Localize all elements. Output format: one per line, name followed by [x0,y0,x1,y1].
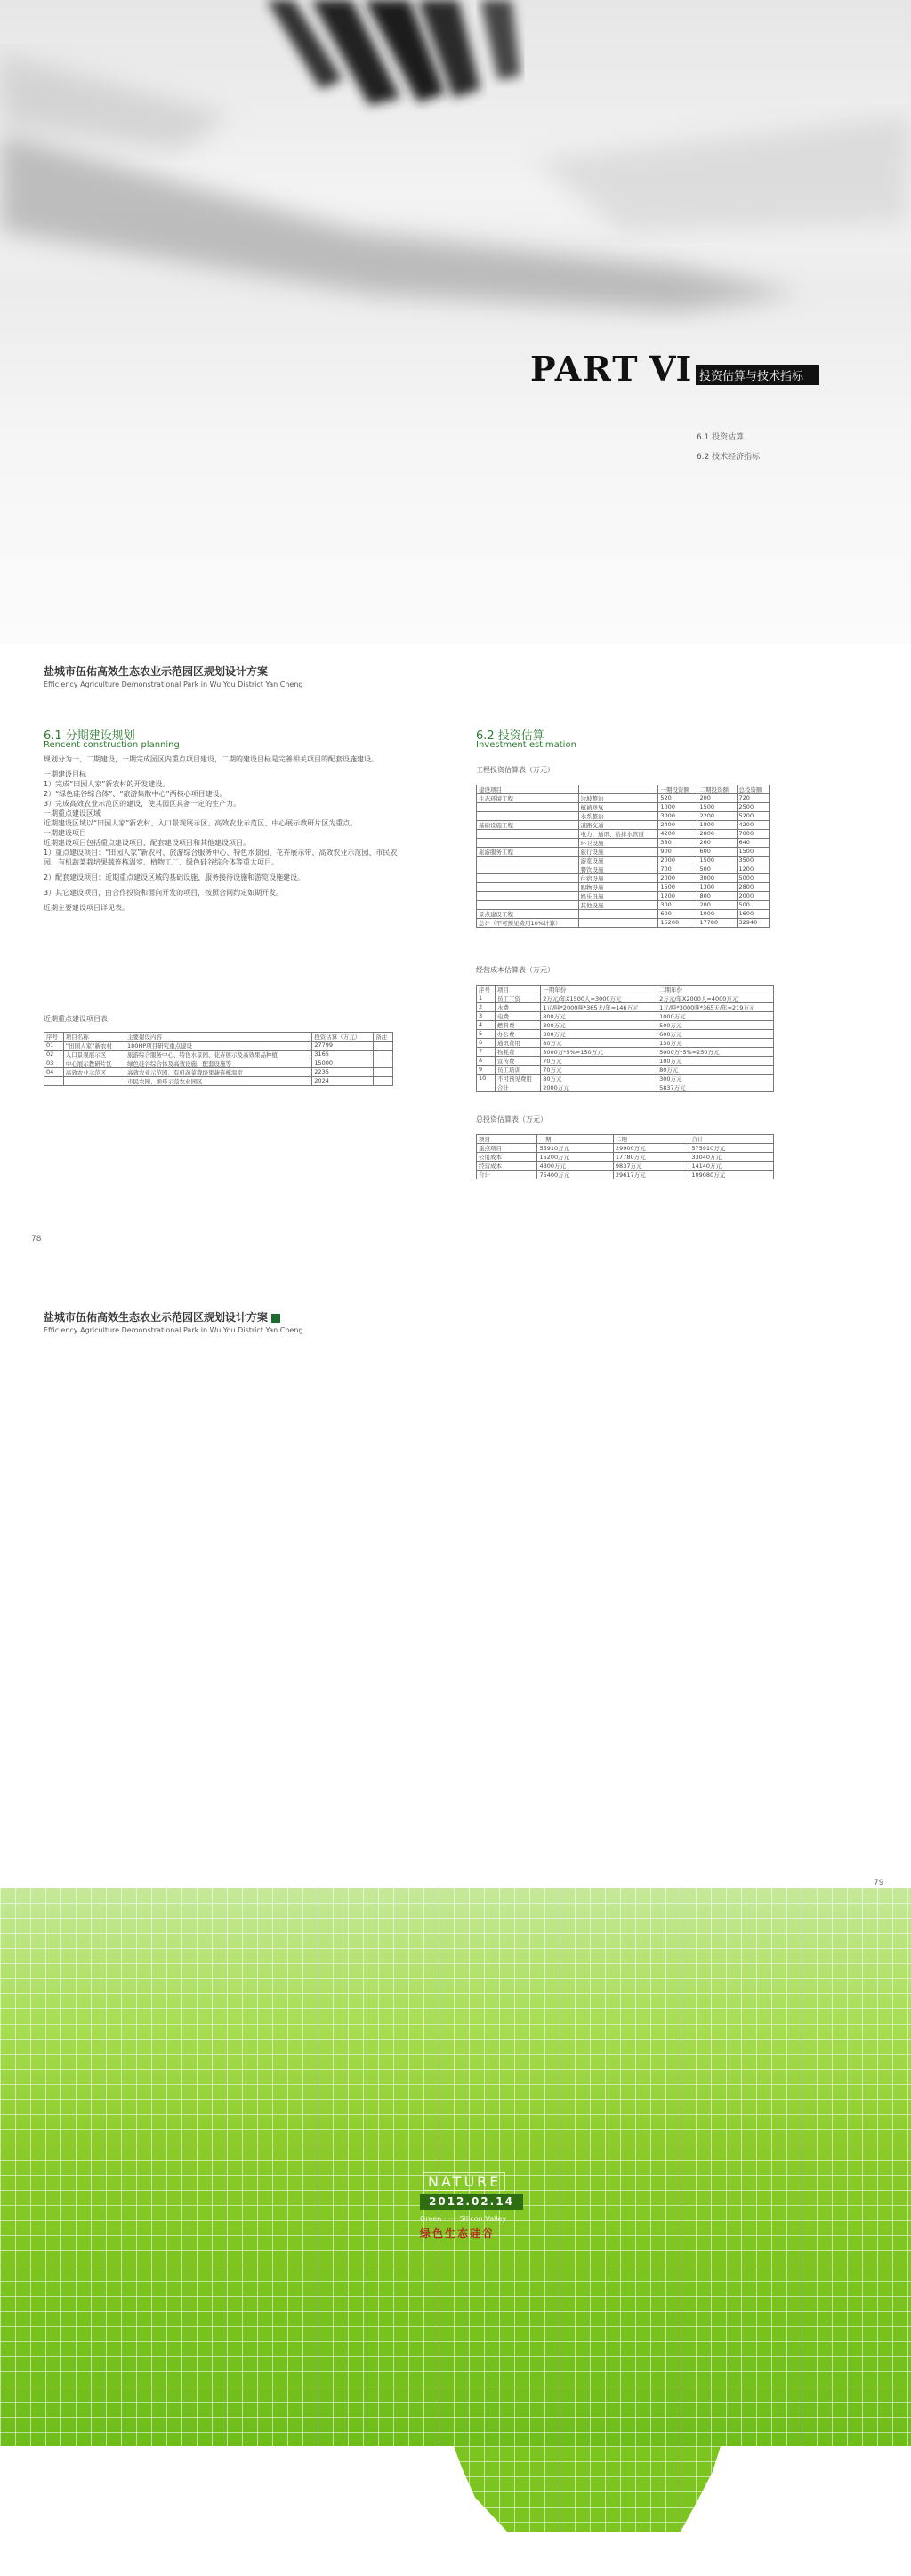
table-cell: 70万元 [541,1057,657,1066]
table-cell: 3 [477,1012,496,1021]
nature-word: NATURE [423,2172,505,2191]
table-cell: 5837万元 [657,1083,774,1092]
table-cell: 03 [44,1059,64,1068]
paragraph: 2）配套建设项目：近期重点建设区域的基础设施、服务接待设施和游览设施建设。 [44,873,305,881]
table-cell: 27799 [312,1042,374,1051]
table-cell [477,803,579,812]
part-title: PART [530,349,640,389]
table-cell: 180HP项目研究重点建设 [125,1042,311,1051]
table-cell: 旅游服务工程 [477,848,579,857]
section-6-2-subtitle: Investment estimation [476,740,576,750]
table-cell: 600万元 [657,1030,774,1039]
table-cell: 1500 [737,848,769,857]
table-header-cell: 主要建设内容 [125,1033,311,1042]
table-header-cell: 序号 [477,986,496,994]
table-cell: 1200 [658,892,697,901]
table-cell: 109080万元 [689,1171,774,1179]
engineering-row [477,892,770,901]
construction-row [44,1042,393,1051]
table-cell [477,857,579,865]
table-cell: 5000 [737,874,769,883]
engineering-row [477,848,770,857]
table-cell: 2800 [737,883,769,892]
table-caption-construction: 近期重点建设项目表 [44,1015,108,1023]
table-cell [477,812,579,821]
page-number-right: 79 [874,1879,884,1888]
table-cell: 17780万元 [613,1153,689,1162]
construction-projects-table [44,1032,393,1086]
table-cell [44,1077,64,1086]
total-row [477,1162,774,1171]
table-cell: 300万元 [541,1021,657,1030]
table-cell: 2024 [312,1077,374,1086]
table-cell: 2800 [697,830,737,839]
table-cell: 200 [697,794,737,803]
table-header-cell: 序号 [44,1033,64,1042]
table-cell: 2235 [312,1068,374,1077]
table-cell: 520 [658,794,697,803]
table-cell: 重点项目 [477,1144,537,1153]
table-cell: 燃料费 [495,1021,540,1030]
table-cell: 7 [477,1048,496,1057]
table-cell [374,1042,393,1051]
table-cell: 5000万*5%=250万元 [657,1048,774,1057]
table-header-cell: 二期 [613,1135,689,1144]
cover-photo-shadows [0,0,911,644]
table-cell: 2000 [658,857,697,865]
table-cell: 4200 [737,821,769,830]
table-cell: 4300万元 [537,1162,613,1171]
table-cell [477,892,579,901]
table-header-cell: 总投资额 [737,785,769,794]
table-cell [477,874,579,883]
paragraph: 规划分为一、二期建设，一期完成园区内重点项目建设，二期的建设目标是完善相关项目的配套设施建设。 [44,755,378,763]
total-investment-table [476,1134,774,1179]
table-cell: 380 [658,839,697,848]
table-header-row [477,1135,774,1144]
table-cell: 04 [44,1068,64,1077]
table-cell [578,919,658,928]
table-cell: 电费 [495,1012,540,1021]
table-cell: 300万元 [541,1030,657,1039]
table-caption-engineering: 工程投资估算表（万元） [476,766,554,774]
green-square-icon [271,1314,280,1323]
table-cell: 1500 [697,803,737,812]
part-number: VI [649,349,692,389]
construction-row [44,1059,393,1068]
table-cell: 9 [477,1066,496,1075]
total-row [477,1144,774,1153]
project-title-cn-text: 盐城市伍佑高效生态农业示范园区规划设计方案 [44,1311,269,1324]
table-cell: 8 [477,1057,496,1066]
table-cell: 1800 [697,821,737,830]
table-cell: 餐饮设施 [578,865,658,874]
spread-page-78 [0,644,911,1304]
table-cell: 住宿设施 [578,874,658,883]
table-cell: 电力、通讯、给排水管道 [578,830,658,839]
paragraph: 一期建设项目 [44,829,86,837]
table-cell: 3000 [697,874,737,883]
table-cell: 575910万元 [689,1144,774,1153]
table-cell: 绿色硅谷综合体及高效设施、配套设施等 [125,1059,311,1068]
table-cell: 29900万元 [613,1144,689,1153]
table-cell: 娱乐设施 [578,892,658,901]
nature-cn: 绿色生态硅谷 [420,2227,496,2240]
table-cell: 环卫设施 [578,839,658,848]
table-cell: 14140万元 [689,1162,774,1171]
table-cell [374,1051,393,1059]
table-cell: 员工培训 [495,1066,540,1075]
table-cell: 2200 [697,812,737,821]
table-cell: 1500 [658,883,697,892]
operating-row [477,1083,774,1092]
table-cell: 260 [697,839,737,848]
engineering-row [477,812,770,821]
table-cell: 720 [737,794,769,803]
table-header-cell: 投资估算（万元） [312,1033,374,1042]
table-cell: 33040万元 [689,1153,774,1162]
engineering-row [477,910,770,919]
table-header-row [44,1033,393,1042]
table-cell: 经营成本 [477,1162,537,1171]
table-cell: 1600 [737,910,769,919]
table-cell: 通讯费用 [495,1039,540,1048]
table-cell: 1200 [737,865,769,874]
nature-date: 2012.02.14 [420,2194,523,2210]
table-header-cell: 二期投资额 [697,785,737,794]
table-cell: 2万元/年X2000人=4000万元 [657,994,774,1003]
table-cell: 600 [697,848,737,857]
table-cell: 29617万元 [613,1171,689,1179]
page-number-left: 78 [31,1235,42,1244]
engineering-row [477,794,770,803]
table-cell [578,910,658,919]
table-cell: 中心展示教研片区 [63,1059,125,1068]
green-grid-background [0,1888,911,2446]
table-cell: 500 [737,901,769,910]
table-cell: 其他设施 [578,901,658,910]
table-cell: 宣传费 [495,1057,540,1066]
table-cell: 水费 [495,1003,540,1012]
operating-row [477,1003,774,1012]
table-cell: 水系整治 [578,812,658,821]
table-cell: 3165 [312,1051,374,1059]
table-header-cell: 一期 [537,1135,613,1144]
table-cell: 32940 [737,919,769,928]
engineering-row [477,830,770,839]
table-caption-total: 总投资估算表（万元） [476,1115,547,1123]
table-cell: 01 [44,1042,64,1051]
table-cell: 70万元 [541,1066,657,1075]
table-cell: 基础设施工程 [477,821,579,830]
table-cell: 办公费 [495,1030,540,1039]
table-cell: “田园人家”新农村 [63,1042,125,1051]
table-cell: 物耗费 [495,1048,540,1057]
operating-row [477,1048,774,1057]
table-header-row [477,986,774,994]
table-cell: 500 [697,865,737,874]
toc-item-6-2: 6.2 技术经济指标 [697,453,761,462]
paragraph: 一期建设目标 [44,770,86,778]
engineering-row [477,821,770,830]
total-row [477,1171,774,1179]
table-cell: 80万元 [657,1066,774,1075]
table-cell: 3000 [658,812,697,821]
table-cell: 景点建设工程 [477,910,579,919]
project-title-en: Efficiency Agriculture Demonstrational Park in Wu You District Yan Cheng [44,680,303,688]
table-cell: 15200 [658,919,697,928]
table-cell: 15200万元 [537,1153,613,1162]
table-cell: 1000 [697,910,737,919]
toc-item-6-1: 6.1 投资估算 [697,433,745,442]
table-cell: 游览设施 [578,857,658,865]
table-cell: 130万元 [657,1039,774,1048]
table-cell: 3500 [737,857,769,865]
table-header-cell: 二期年份 [657,986,774,994]
table-cell: 2400 [658,821,697,830]
paragraph: 1）重点建设项目：“田园人家”新农村、旅游综合服务中心、特色水景园、花卉展示带、高效农业示范园、市民农园、有机蔬菜栽培果蔬连栋温室、植物工厂、绿色硅谷综合体等重大项目。 [44,849,398,866]
table-cell: 1000万元 [657,1012,774,1021]
table-cell: 700 [658,865,697,874]
table-cell: 4 [477,1021,496,1030]
table-cell [63,1077,125,1086]
table-cell: 2万元/年X1500人=3000万元 [541,994,657,1003]
engineering-row [477,883,770,892]
table-cell: 合计 [477,1171,537,1179]
table-cell: 1元/吨*3000吨*365天/年=219万元 [657,1003,774,1012]
table-cell [477,1083,496,1092]
part-subtitle: 投资估算与技术指标 [696,365,819,385]
table-cell [374,1059,393,1068]
table-header-cell: 一期投资额 [658,785,697,794]
table-cell: 02 [44,1051,64,1059]
table-cell [477,883,579,892]
table-cell: 80万元 [541,1039,657,1048]
nature-en: Green ······ Silicon Valley [420,2215,507,2223]
table-cell: 800万元 [541,1012,657,1021]
table-cell: 600 [658,910,697,919]
table-cell: 2500 [737,803,769,812]
table-cell: 300万元 [657,1075,774,1083]
operating-row [477,1039,774,1048]
table-cell: 7000 [737,830,769,839]
construction-row [44,1051,393,1059]
table-cell: 500万元 [657,1021,774,1030]
table-cell: 55910万元 [537,1144,613,1153]
engineering-row [477,857,770,865]
table-cell [477,901,579,910]
table-header-cell: 建设项目 [477,785,579,794]
project-title-en-p79: Efficiency Agriculture Demonstrational Park in Wu You District Yan Cheng [44,1326,303,1334]
table-cell: 入口景观展示区 [63,1051,125,1059]
paragraph: 2）“绿色硅谷综合体”、“旅游集散中心”两核心项目建设。 [44,790,227,798]
section-6-1-body [44,754,408,913]
operating-row [477,1057,774,1066]
table-cell: 100万元 [657,1057,774,1066]
table-cell: 5 [477,1030,496,1039]
table-cell: 市民农园、循环示范农业园区 [125,1077,311,1086]
table-cell: 生态环境工程 [477,794,579,803]
engineering-row [477,901,770,910]
paragraph: 近期建设项目包括重点建设项目、配套建设项目和其他建设项目。 [44,839,250,847]
table-cell: 75400万元 [537,1171,613,1179]
table-cell: 不可预见费用 [495,1075,540,1083]
table-cell [477,839,579,848]
table-cell: 公用成本 [477,1153,537,1162]
table-cell: 15000 [312,1059,374,1068]
table-cell: 2000 [658,874,697,883]
table-cell: 购物设施 [578,883,658,892]
table-caption-operating: 经营成本估算表（万元） [476,966,554,974]
paragraph: 1）完成“田园人家”新农村的开发建设。 [44,780,170,788]
operating-row [477,994,774,1003]
table-header-row [477,785,770,794]
project-title-cn-p79 [44,1309,280,1324]
paragraph: 近期建设区域以“田园人家”新农村、入口景观展示区、高效农业示范区、中心展示教研片区为重点。 [44,819,358,827]
operating-row [477,1030,774,1039]
table-cell: 植被修复 [578,803,658,812]
cover-section [0,0,911,644]
table-header-cell: 备注 [374,1033,393,1042]
table-cell: 边坡整治 [578,794,658,803]
table-cell: 高效农业示范园、有机蔬菜栽培果蔬连栋温室 [125,1068,311,1077]
table-cell: 2000万元 [541,1083,657,1092]
table-cell: 2000 [737,892,769,901]
table-cell: 200 [697,901,737,910]
table-header-cell: 一期年份 [541,986,657,994]
table-header-cell: 合计 [689,1135,774,1144]
table-cell: 900 [658,848,697,857]
engineering-row [477,839,770,848]
engineering-row [477,803,770,812]
paragraph: 近期主要建设项目详见表。 [44,904,129,912]
page-79 [0,1304,911,1888]
table-cell: 80万元 [541,1075,657,1083]
table-cell: 旅游综合服务中心、特色水景园、花卉展示及高效果品种植 [125,1051,311,1059]
total-row [477,1153,774,1162]
table-header-cell [578,785,658,794]
table-cell: 道路交通 [578,821,658,830]
operating-cost-table [476,985,774,1092]
table-cell: 1 [477,994,496,1003]
table-cell: 3000万*5%=150万元 [541,1048,657,1057]
engineering-row [477,874,770,883]
table-cell: 1300 [697,883,737,892]
table-cell: 员工工资 [495,994,540,1003]
section-6-2-title: 6.2 投资估算 [476,729,544,743]
table-cell: 高效农业示范区 [63,1068,125,1077]
engineering-row [477,919,770,928]
table-cell: 总计（不可预见费用10%计算） [477,919,579,928]
construction-row [44,1077,393,1086]
table-cell [374,1077,393,1086]
operating-row [477,1075,774,1083]
table-cell: 300 [658,901,697,910]
paragraph: 3）其它建设项目，由合作投资和面向开发的项目，按照合同约定如期开发。 [44,889,284,897]
table-cell: 1500 [697,857,737,865]
table-cell [477,830,579,839]
green-grid-tail [454,2446,721,2532]
table-header-cell: 项目 [477,1135,537,1144]
engineering-row [477,865,770,874]
operating-row [477,1066,774,1075]
project-title-cn: 盐城市伍佑高效生态农业示范园区规划设计方案 [44,665,269,678]
table-cell: 9837万元 [613,1162,689,1171]
section-6-1-subtitle: Rencent construction planning [44,740,180,750]
table-cell [374,1068,393,1077]
operating-row [477,1021,774,1030]
table-cell: 旅行设施 [578,848,658,857]
paragraph: 3）完成高效农业示范区的建设，使其园区具备一定的生产力。 [44,800,241,808]
table-header-cell: 项目名称 [63,1033,125,1042]
engineering-investment-table [476,785,770,928]
table-cell: 17780 [697,919,737,928]
table-cell: 6 [477,1039,496,1048]
table-cell: 1元/吨*2000吨*365天/年=146万元 [541,1003,657,1012]
table-cell: 2 [477,1003,496,1012]
table-header-cell: 项目 [495,986,540,994]
table-cell: 640 [737,839,769,848]
construction-row [44,1068,393,1077]
table-cell: 合计 [495,1083,540,1092]
paragraph: 一期重点建设区域 [44,809,101,817]
table-cell: 800 [697,892,737,901]
operating-row [477,1012,774,1021]
table-cell: 5200 [737,812,769,821]
table-cell: 10 [477,1075,496,1083]
table-cell [477,865,579,874]
table-cell: 1000 [658,803,697,812]
section-6-1-title: 6.1 分期建设规划 [44,729,135,743]
table-cell: 4200 [658,830,697,839]
